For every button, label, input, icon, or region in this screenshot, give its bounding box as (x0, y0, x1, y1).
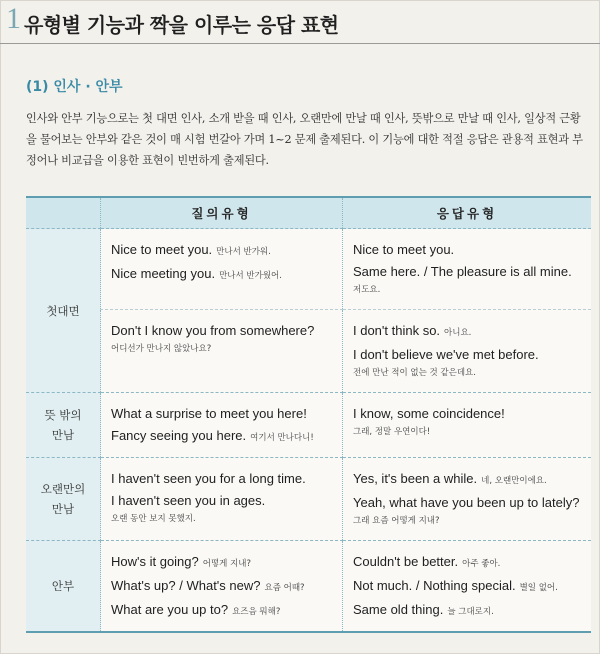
question-korean-gloss: 여기서 만나다니! (250, 433, 314, 443)
category-cell (26, 229, 101, 393)
response-expression (353, 320, 581, 344)
response-expression (353, 599, 581, 623)
category-label: 만남 (51, 502, 75, 516)
response-cell (343, 229, 592, 310)
response-korean-gloss: 전에 만난 적이 없는 것 같은데요. (353, 368, 476, 378)
response-expression (353, 492, 581, 514)
question-english-text: What a surprise to meet you here! (111, 406, 307, 421)
question-expression (111, 425, 332, 449)
response-english-text: Yes, it's been a while. (353, 471, 478, 486)
question-cell (101, 393, 343, 458)
response-english-text: Yeah, what have you been up to lately? (353, 495, 580, 510)
chapter-title: 유형별 기능과 짝을 이루는 응답 표현 (24, 13, 339, 37)
table-row (26, 458, 591, 541)
category-label: 만남 (51, 428, 75, 442)
question-english-text: Nice meeting you. (111, 266, 216, 281)
question-expression (111, 320, 332, 342)
question-english-text: Fancy seeing you here. (111, 428, 247, 443)
table-row (26, 310, 591, 393)
section-heading: (1) 인사 · 안부 (26, 79, 123, 95)
question-korean-gloss: 요즘 어때? (264, 583, 305, 593)
response-korean-gloss: 그래 요즘 어떻게 지내? (353, 516, 440, 526)
category-cell (26, 541, 101, 633)
category-cell (26, 458, 101, 541)
category-label: 오랜만의 (40, 482, 86, 496)
response-type-header: 응답유형 (343, 197, 592, 229)
table-row (26, 541, 591, 633)
response-korean-gloss: 그래, 정말 우연이다! (353, 427, 431, 437)
response-expression (353, 261, 581, 283)
category-header (26, 197, 101, 229)
response-english-text: I know, some coincidence! (353, 406, 505, 421)
question-english-text: What's up? / What's new? (111, 578, 261, 593)
table-row (26, 229, 591, 310)
table-row (26, 393, 591, 458)
question-english-text: Don't I know you from somewhere? (111, 323, 315, 338)
category-label: 뜻 밖의 (44, 408, 82, 422)
response-korean-gloss: 저도요. (353, 285, 381, 295)
response-expression (353, 344, 581, 366)
question-expression (111, 551, 332, 575)
question-korean-gloss: 만나서 반가웠어. (219, 271, 282, 281)
response-expression (353, 551, 581, 575)
response-korean-gloss: 아주 좋아. (462, 559, 501, 569)
response-cell (343, 541, 592, 633)
response-english-text: Couldn't be better. (353, 554, 459, 569)
response-expression (353, 468, 581, 492)
response-english-text: Same here. / The pleasure is all mine. (353, 264, 572, 279)
question-expression (111, 468, 332, 490)
question-english-text: Nice to meet you. (111, 242, 213, 257)
question-expression (111, 239, 332, 263)
response-cell (343, 310, 592, 393)
question-type-header: 질의유형 (101, 197, 343, 229)
question-english-text: I haven't seen you for a long time. (111, 471, 306, 486)
question-expression (111, 575, 332, 599)
section-intro: 인사와 안부 기능으로는 첫 대면 인사, 소개 받을 때 인사, 오랜만에 만날 때 인사, 뜻밖으로 만날 때 인사, 일상적 근황을 물어보는 안부와 같은 것이 매 시험 번갈아 가며 1~2 문제 출제된다. 이 기능에 대한 적절 응답은 관용적 표현과 부정어나 비교급을 이용한 표현이 빈번하게 출제된다. (26, 112, 583, 167)
response-expression (353, 239, 581, 261)
response-korean-gloss: 네, 오랜만이에요. (481, 476, 547, 486)
response-cell (343, 458, 592, 541)
chapter-divider (0, 43, 600, 44)
question-korean-gloss: 어디선가 만나지 않았나요? (111, 344, 212, 354)
response-english-text: Same old thing. (353, 602, 444, 617)
question-expression (111, 403, 332, 425)
response-korean-gloss: 아니요. (444, 328, 472, 338)
category-cell (26, 393, 101, 458)
question-expression (111, 263, 332, 287)
response-korean-gloss: 별일 없어. (519, 583, 558, 593)
question-cell (101, 310, 343, 393)
response-cell (343, 393, 592, 458)
response-english-text: I don't believe we've met before. (353, 347, 539, 362)
question-cell (101, 458, 343, 541)
chapter-number: 1 (6, 2, 21, 35)
response-expression (353, 575, 581, 599)
question-cell (101, 541, 343, 633)
question-korean-gloss: 오랜 동안 보지 못했지. (111, 514, 196, 524)
category-label: 첫대면 (46, 303, 80, 318)
table-header-row (26, 197, 591, 229)
question-expression (111, 490, 332, 512)
expression-table (26, 196, 591, 633)
response-english-text: I don't think so. (353, 323, 441, 338)
question-english-text: How's it going? (111, 554, 199, 569)
response-english-text: Nice to meet you. (353, 242, 455, 257)
question-korean-gloss: 요즈음 뭐해? (232, 607, 281, 617)
question-korean-gloss: 만나서 반가워. (216, 247, 271, 257)
response-korean-gloss: 늘 그대로지. (447, 607, 494, 617)
table-body (26, 229, 591, 633)
question-english-text: I haven't seen you in ages. (111, 493, 266, 508)
response-english-text: Not much. / Nothing special. (353, 578, 516, 593)
question-expression (111, 599, 332, 623)
question-korean-gloss: 어떻게 지내? (202, 559, 252, 569)
response-expression (353, 403, 581, 425)
question-english-text: What are you up to? (111, 602, 229, 617)
question-cell (101, 229, 343, 310)
category-label: 안부 (51, 579, 75, 593)
